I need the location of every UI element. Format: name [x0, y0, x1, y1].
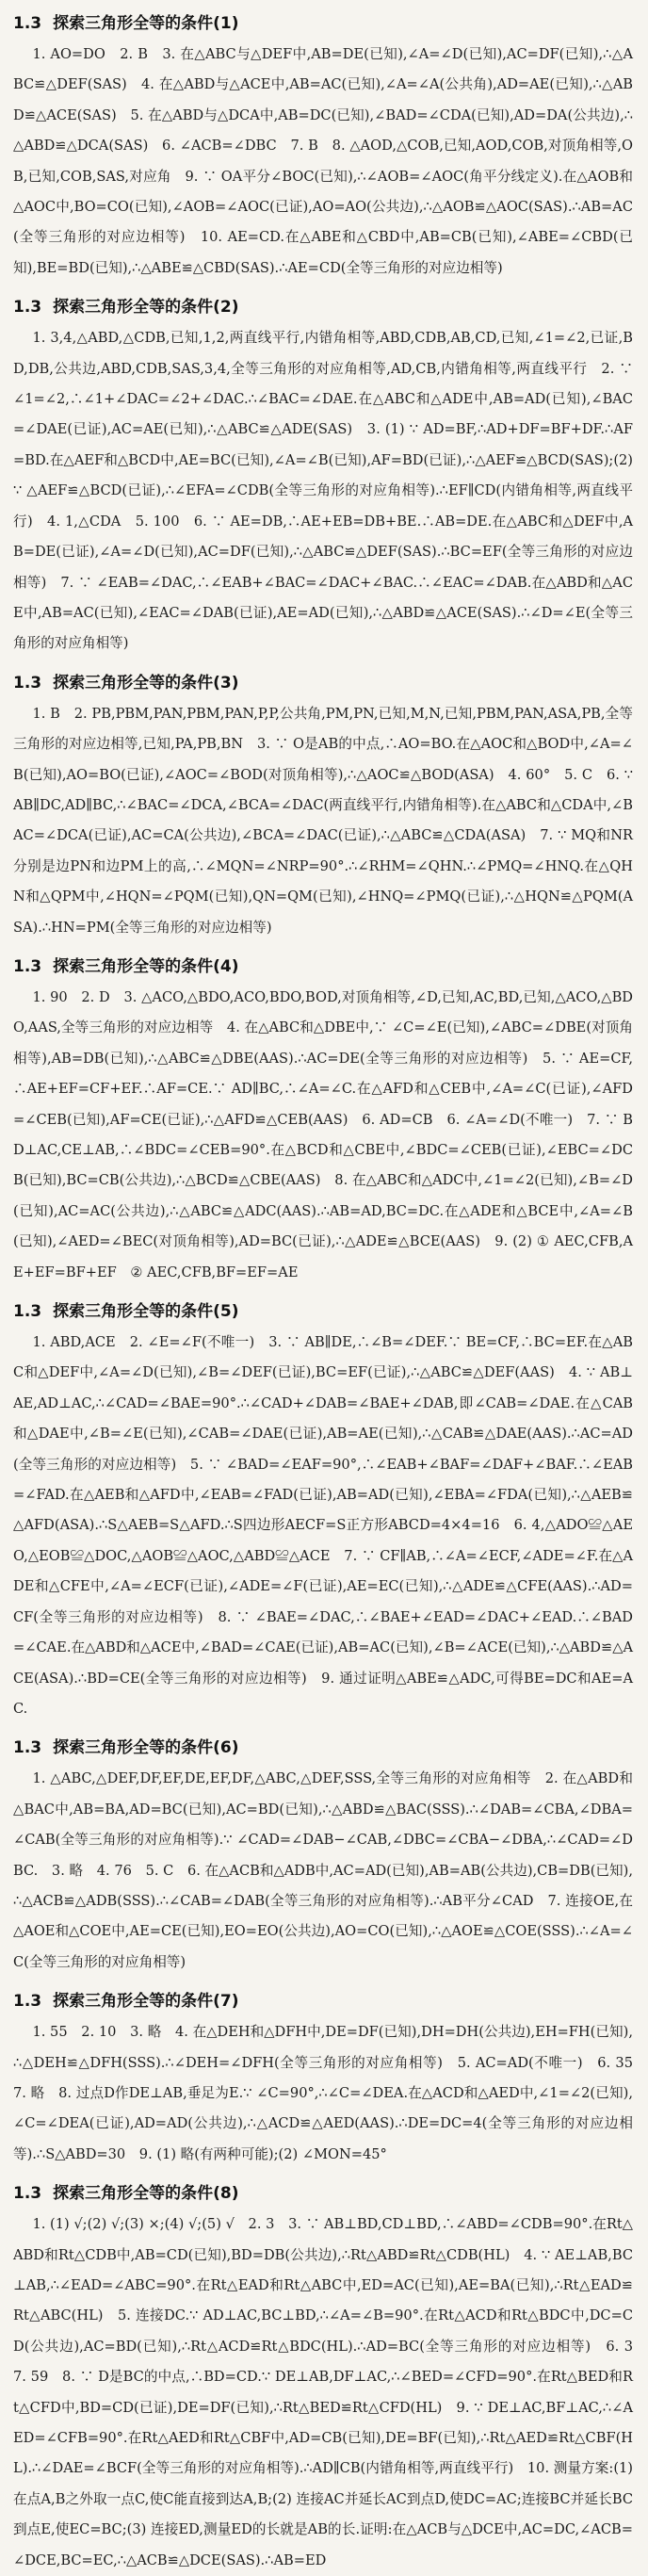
section-7: [13, 1987, 647, 2170]
section-title-text: 探索三角形全等的条件(1): [53, 14, 239, 33]
section-8: [13, 2179, 647, 2576]
section-title-text: 探索三角形全等的条件(2): [53, 298, 239, 318]
section-title: [13, 953, 633, 981]
section-number: 1.3: [13, 1992, 42, 2012]
section-title-text: 探索三角形全等的条件(8): [53, 2184, 239, 2204]
section-number: 1.3: [13, 673, 42, 693]
section-answers: 1. (1) √;(2) √;(3) ×;(4) √;(5) √ 2. 3 3. ∵ AB⊥BD,CD⊥BD,∴∠ABD=∠CDB=90°.在Rt△ABD和Rt△CDB中,AB=CD(已知),BD=DB(公共边),∴Rt△ABD≌Rt△CDB(HL) 4. ∵ AE⊥AB,BC⊥AB,∴∠EAD=∠ABC=90°.在Rt△EAD和Rt△ABC中,ED=AC(已知),AE=BA(已知),∴Rt△EAD≌Rt△ABC(HL) 5. 连接DC.∵ AD⊥AC,BC⊥BD,∴∠A=∠B=90°.在Rt△ACD和Rt△BDC中,DC=CD(公共边),AC=BD(已知),∴Rt△ACD≌Rt△BDC(HL).∴AD=BC(全等三角形的对应边相等) 6. 3 7. 59 8. ∵ D是BC的中点,∴BD=CD.∵ DE⊥AB,DF⊥AC,∴∠BED=∠CFD=90°.在Rt△BED和Rt△CFD中,BD=CD(已证),DE=DF(已知),∴Rt△BED≌Rt△CFD(HL) 9. ∵ DE⊥AC,BF⊥AC,∴∠AED=∠CFB=90°.在Rt△AED和Rt△CBF中,AD=CB(已知),DE=BF(已知),∴Rt△AED≌Rt△CBF(HL).∴∠DAE=∠BCF(全等三角形的对应角相等).∴AD∥CB(内错角相等,两直线平行) 10. 测量方案:(1) 在点A,B之外取一点C,使C能直接到达A,B;(2) 连接AC并延长AC到点D,使DC=AC;连接BC并延长BC到点E,使EC=BC;(3) 连接ED,测量ED的长就是AB的长.证明:在△ACB与△DCE中,AC=DC,∠ACB=∠DCE,BC=EC,∴△ACB≌△DCE(SAS).∴AB=ED: [13, 2216, 647, 2568]
section-title: [13, 669, 633, 697]
section-title: [13, 9, 633, 38]
section-title-text: 探索三角形全等的条件(7): [53, 1992, 239, 2012]
section-title: [13, 1987, 633, 2015]
section-answers: 1. ABD,ACE 2. ∠E=∠F(不唯一) 3. ∵ AB∥DE,∴∠B=∠DEF.∵ BE=CF,∴BC=EF.在△ABC和△DEF中,∠A=∠D(已知),∠B=∠DEF(已证),BC=EF(已证),∴△ABC≌△DEF(AAS) 4. ∵ AB⊥AE,AD⊥AC,∴∠CAD=∠BAE=90°.∴∠CAD+∠DAB=∠BAE+∠DAB,即∠CAB=∠DAE.在△CAB和△DAE中,∠B=∠E(已知),∠CAB=∠DAE(已证),AB=AE(已知),∴△CAB≌△DAE(AAS).∴AC=AD(全等三角形的对应边相等) 5. ∵ ∠BAD=∠EAF=90°,∴∠EAB+∠BAF=∠DAF+∠BAF.∴∠EAB=∠FAD.在△AEB和△AFD中,∠EAB=∠FAD(已证),AB=AD(已知),∠EBA=∠FDA(已知),∴△AEB≌△AFD(ASA).∴S△AEB=S△AFD.∴S四边形AECF=S正方形ABCD=4×4=16 6. 4,△ADO≌△AEO,△EOB≌△DOC,△AOB≌△AOC,△ABD≌△ACE 7. ∵ CF∥AB,∴∠A=∠ECF,∠ADE=∠F.在△ADE和△CFE中,∠A=∠ECF(已证),∠ADE=∠F(已证),AE=EC(已知),∴△ADE≌△CFE(AAS).∴AD=CF(全等三角形的对应边相等) 8. ∵ ∠BAE=∠DAC,∴∠BAE+∠EAD=∠DAC+∠EAD.∴∠BAD=∠CAE.在△ABD和△ACE中,∠BAD=∠CAE(已证),AB=AC(已知),∠B=∠ACE(已知),∴△ABD≌△ACE(ASA).∴BD=CE(全等三角形的对应边相等) 9. 通过证明△ABE≌△ADC,可得BE=DC和AE=AC.: [13, 1334, 633, 1717]
section-number: 1.3: [13, 298, 42, 318]
section-number: 1.3: [13, 1738, 42, 1758]
section-title: [13, 293, 633, 321]
section-answers: 1. 3,4,△ABD,△CDB,已知,1,2,两直线平行,内错角相等,ABD,CDB,AB,CD,已知,∠1=∠2,已证,BD,DB,公共边,ABD,CDB,SAS,3,4,全等三角形的对应角相等,AD,CB,内错角相等,两直线平行 2. ∵ ∠1=∠2,∴∠1+∠DAC=∠2+∠DAC.∴∠BAC=∠DAE.在△ABC和△ADE中,AB=AD(已知),∠BAC=∠DAE(已证),AC=AE(已知),∴△ABC≌△ADE(SAS) 3. (1) ∵ AD=BF,∴AD+DF=BF+DF.∴AF=BD.在△AEF和△BCD中,AE=BC(已知),∠A=∠B(已知),AF=BD(已证),∴△AEF≌△BCD(SAS);(2) ∵ △AEF≌△BCD(已证),∴∠EFA=∠CDB(全等三角形的对应角相等).∴EF∥CD(内错角相等,两直线平行) 4. 1,△CDA 5. 100 6. ∵ AE=DB,∴AE+EB=DB+BE.∴AB=DE.在△ABC和△DEF中,AB=DE(已证),∠A=∠D(已知),AC=DF(已知),∴△ABC≌△DEF(SAS).∴BC=EF(全等三角形的对应边相等) 7. ∵ ∠EAB=∠DAC,∴∠EAB+∠BAC=∠DAC+∠BAC.∴∠EAC=∠DAB.在△ABD和△ACE中,AB=AC(已知),∠EAC=∠DAB(已证),AE=AD(已知),∴△ABD≌△ACE(SAS).∴∠D=∠E(全等三角形的对应角相等): [13, 330, 633, 652]
section-answers: 1. AO=DO 2. B 3. 在△ABC与△DEF中,AB=DE(已知),∠A=∠D(已知),AC=DF(已知),∴△ABC≌△DEF(SAS) 4. 在△ABD与△ACE中,AB=AC(已知),∠A=∠A(公共角),AD=AE(已知),∴△ABD≌△ACE(SAS) 5. 在△ABD与△DCA中,AB=DC(已知),∠BAD=∠CDA(已知),AD=DA(公共边),∴△ABD≌△DCA(SAS) 6. ∠ACB=∠DBC 7. B 8. △AOD,△COB,已知,AOD,COB,对顶角相等,OB,已知,COB,SAS,对应角 9. ∵ OA平分∠BOC(已知),∴∠AOB=∠AOC(角平分线定义).在△AOB和△AOC中,BO=CO(已知),∠AOB=∠AOC(已证),AO=AO(公共边),∴△AOB≌△AOC(SAS).∴AB=AC(全等三角形的对应边相等) 10. AE=CD.在△ABE和△CBD中,AB=CB(已知),∠ABE=∠CBD(已知),BE=BD(已知),∴△ABE≌△CBD(SAS).∴AE=CD(全等三角形的对应边相等): [13, 46, 633, 276]
section-3: [13, 669, 633, 943]
section-5: [13, 1297, 633, 1724]
section-title: [13, 2179, 633, 2208]
section-number: 1.3: [13, 2184, 42, 2204]
section-title-text: 探索三角形全等的条件(3): [53, 673, 239, 693]
section-title-text: 探索三角形全等的条件(6): [53, 1738, 239, 1758]
section-number: 1.3: [13, 1302, 42, 1322]
section-6: [13, 1734, 633, 1978]
section-title: [13, 1297, 633, 1326]
section-number: 1.3: [13, 14, 42, 33]
section-answers: 1. B 2. PB,PBM,PAN,PBM,PAN,P,P,公共角,PM,PN,已知,M,N,已知,PBM,PAN,ASA,PB,全等三角形的对应边相等,已知,PA,PB,BN 3. ∵ O是AB的中点,∴AO=BO.在△AOC和△BOD中,∠A=∠B(已知),AO=BO(已证),∠AOC=∠BOD(对顶角相等),∴△AOC≌△BOD(ASA) 4. 60° 5. C 6. ∵ AB∥DC,AD∥BC,∴∠BAC=∠DCA,∠BCA=∠DAC(两直线平行,内错角相等).在△ABC和△CDA中,∠BAC=∠DCA(已证),AC=CA(公共边),∠BCA=∠DAC(已证),∴△ABC≌△CDA(ASA) 7. ∵ MQ和NR分别是边PN和边PM上的高,∴∠MQN=∠NRP=90°.∴∠RHM=∠QHN.∴∠PMQ=∠HNQ.在△QHN和△QPM中,∠HQN=∠PQM(已知),QN=QM(已知),∠HNQ=∠PMQ(已证),∴△HQN≌△PQM(ASA).∴HN=PM(全等三角形的对应边相等): [13, 705, 633, 936]
section-answers: 1. 90 2. D 3. △ACO,△BDO,ACO,BDO,BOD,对顶角相等,∠D,已知,AC,BD,已知,△ACO,△BDO,AAS,全等三角形的对应边相等 4. 在△ABC和△DBE中,∵ ∠C=∠E(已知),∠ABC=∠DBE(对顶角相等),AB=DB(已知),∴△ABC≌△DBE(AAS).∴AC=DE(全等三角形的对应边相等) 5. ∵ AE=CF,∴AE+EF=CF+EF.∴AF=CE.∵ AD∥BC,∴∠A=∠C.在△AFD和△CEB中,∠A=∠C(已证),∠AFD=∠CEB(已知),AF=CE(已证),∴△AFD≌△CEB(AAS) 6. AD=CB 6. ∠A=∠D(不唯一) 7. ∵ BD⊥AC,CE⊥AB,∴∠BDC=∠CEB=90°.在△BCD和△CBE中,∠BDC=∠CEB(已证),∠EBC=∠DCB(已知),BC=CB(公共边),∴△BCD≌△CBE(AAS) 8. 在△ABC和△ADC中,∠1=∠2(已知),∠B=∠D(已知),AC=AC(公共边),∴△ABC≌△ADC(AAS).∴AB=AD,BC=DC.在△ADE和△BCE中,∠A=∠B(已知),∠AED=∠BEC(对顶角相等),AD=BC(已证),∴△ADE≌△BCE(AAS) 9. (2) ① AEC,CFB,AE+EF=BF+EF ② AEC,CFB,BF=EF=AE: [13, 988, 633, 1280]
section-answers: 1. △ABC,△DEF,DF,EF,DE,EF,DF,△ABC,△DEF,SSS,全等三角形的对应角相等 2. 在△ABD和△BAC中,AB=BA,AD=BC(已知),AC=BD(已知),∴△ABD≌△BAC(SSS).∴∠DAB=∠CBA,∠DBA=∠CAB(全等三角形的对应角相等).∵ ∠CAD=∠DAB−∠CAB,∠DBC=∠CBA−∠DBA,∴∠CAD=∠DBC. 3. 略 4. 76 5. C 6. 在△ACB和△ADB中,AC=AD(已知),AB=AB(公共边),CB=DB(已知),∴△ACB≌△ADB(SSS).∴∠CAB=∠DAB(全等三角形的对应角相等).∴AB平分∠CAD 7. 连接OE,在△AOE和△COE中,AE=CE(已知),EO=EO(公共边),AO=CO(已知),∴△AOE≌△COE(SSS).∴∠A=∠C(全等三角形的对应角相等): [13, 1770, 633, 1970]
section-number: 1.3: [13, 956, 42, 976]
section-answers: 1. 55 2. 10 3. 略 4. 在△DEH和△DFH中,DE=DF(已知),DH=DH(公共边),EH=FH(已知),∴△DEH≌△DFH(SSS).∴∠DEH=∠DFH(全等三角形的对应角相等) 5. AC=AD(不唯一) 6. 35 7. 略 8. 过点D作DE⊥AB,垂足为E.∵ ∠C=90°,∴∠C=∠DEA.在△ACD和△AED中,∠1=∠2(已知),∠C=∠DEA(已证),AD=AD(公共边),∴△ACD≌△AED(AAS).∴DE=DC=4(全等三角形的对应边相等).∴S△ABD=30 9. (1) 略(有两种可能);(2) ∠MON=45°: [13, 2024, 647, 2162]
section-title: [13, 1734, 633, 1762]
section-title-text: 探索三角形全等的条件(5): [53, 1302, 239, 1322]
section-1: [13, 9, 633, 284]
section-title-text: 探索三角形全等的条件(4): [53, 956, 239, 976]
section-2: [13, 293, 633, 659]
section-4: [13, 953, 633, 1288]
